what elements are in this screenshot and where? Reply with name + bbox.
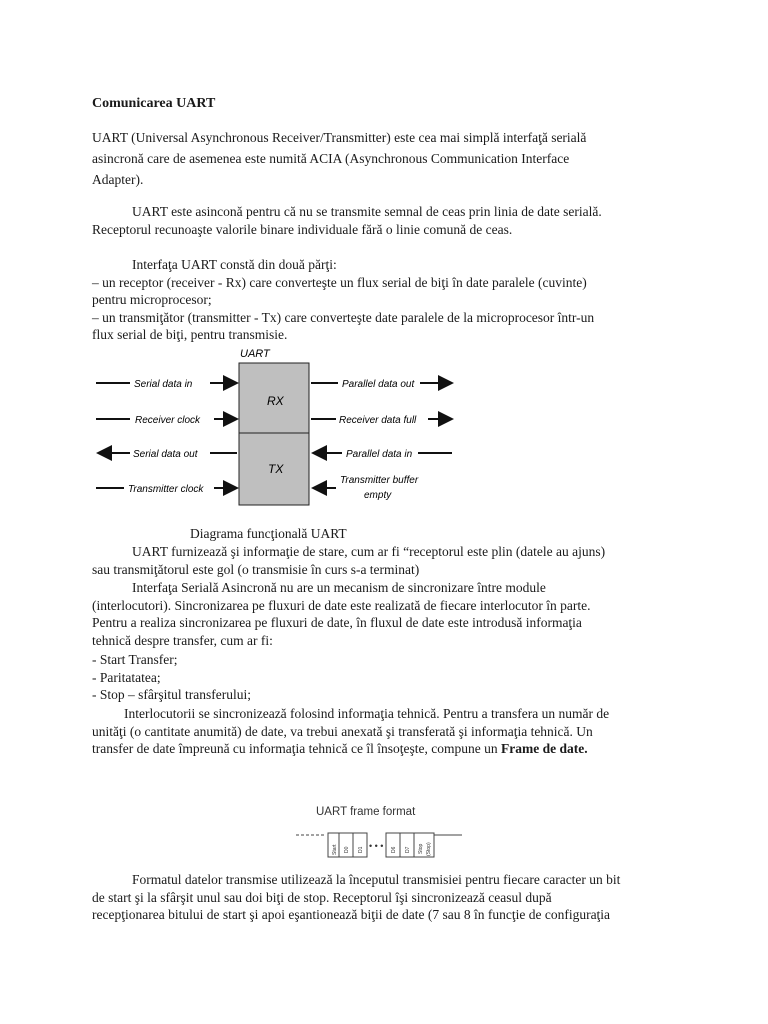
frame-cell-label: Stop <box>418 843 424 854</box>
paragraph-frame <box>92 705 677 758</box>
paragraph-line: flux serial de biţi, pentru transmisie. <box>92 327 288 342</box>
paragraph-line: de start şi la sfârşit unul sau doi biţi de stop. Receptorul îşi sincronizează ceasul după <box>92 889 552 905</box>
frame-figure-title: UART frame format <box>316 806 416 818</box>
list-item: - Paritatatea; <box>92 669 161 685</box>
technical-info-list <box>92 651 392 704</box>
diagram-title: UART <box>240 348 270 360</box>
signal-label-receiver-clock: Receiver clock <box>135 415 201 426</box>
signal-label-parallel-data-out: Parallel data out <box>342 379 415 390</box>
paragraph-line: Receptorul recunoaşte valorile binare individuale fără o linie comună de ceas. <box>92 221 513 237</box>
signal-label-serial-data-out: Serial data out <box>133 449 198 460</box>
frame-cell-label: Start <box>332 844 338 855</box>
paragraph-line: recepţionarea bitului de start şi apoi eşantionează biţii de date (7 sau 8 în funcţie de configuraţia <box>92 907 611 922</box>
uart-frame-format-figure <box>296 801 466 863</box>
signal-label-transmitter-clock: Transmitter clock <box>128 484 204 495</box>
paragraph-text: transfer de date împreună cu informaţia tehnică ce îl însoţeşte, compune un <box>92 741 501 756</box>
paragraph-line: Interlocutorii se sincronizează folosind informaţia tehnică. Pentru a transfera un număr de <box>124 706 610 721</box>
document-title: Comunicarea UART <box>92 96 216 111</box>
paragraph-line: – un receptor (receiver - Rx) care converteşte un flux serial de biţi în date paralele (cuvinte) <box>92 274 587 290</box>
paragraph-line: tehnică despre transfer, cum ar fi: <box>92 632 273 648</box>
paragraph-line: Pentru a realiza sincronizarea pe fluxuri de date, în fluxul de date este introdusă informaţia <box>92 615 582 630</box>
frame-cell-label: (Stop) <box>426 842 432 856</box>
frame-cell-label: D6 <box>391 846 397 853</box>
paragraph-line: – un transmiţător (transmitter - Tx) care converteşte date paralele de la microprocesor într-un <box>92 309 595 325</box>
paragraph-line: Interfaţa Serială Asincronă nu are un mecanism de sincronizare între module <box>132 580 546 595</box>
signal-label-empty: empty <box>364 490 392 501</box>
paragraph-line: sau transmiţătorul este gol (o transmisie în curs s-a terminat) <box>92 561 420 577</box>
paragraph-synchronization <box>92 579 677 649</box>
paragraph-uart-parts <box>92 256 677 344</box>
paragraph-line: UART este asinconă pentru că nu se transmite semnal de ceas prin linia de date serială. <box>132 204 602 219</box>
frame-cell-label: D1 <box>358 846 364 853</box>
diagram-caption: Diagrama funcţională UART <box>190 526 347 541</box>
frame-cell-label: D7 <box>405 846 411 853</box>
paragraph-line: (interlocutori). Sincronizarea pe fluxuri de date este realizată de fiecare interlocutor în parte. <box>92 597 591 613</box>
paragraph-asynchronous <box>92 203 677 238</box>
signal-label-serial-data-in: Serial data in <box>134 379 193 390</box>
paragraph-line: pentru microprocesor; <box>92 292 212 307</box>
rx-label: RX <box>267 394 284 408</box>
intro-line: Adapter). <box>92 172 144 187</box>
tx-label: TX <box>268 462 284 476</box>
paragraph-line: Formatul datelor transmise utilizează la începutul transmisiei pentru fiecare caracter un bit <box>132 872 621 887</box>
intro-line: UART (Universal Asynchronous Receiver/Transmitter) este cea mai simplă interfaţă serială <box>92 130 587 145</box>
frame-cell-label: D0 <box>344 846 350 853</box>
signal-label-receiver-data-full: Receiver data full <box>339 415 417 426</box>
paragraph-line <box>92 740 677 758</box>
intro-paragraph <box>92 127 672 190</box>
uart-block-diagram <box>92 343 467 513</box>
paragraph-line: Interfaţa UART constă din două părţi: <box>132 257 337 272</box>
paragraph-line: unităţi (o cantitate anumită) de date, va trebui anexată şi transferată şi informaţia tehnică. Un <box>92 723 593 739</box>
paragraph-data-format <box>92 871 677 924</box>
signal-label-parallel-data-in: Parallel data in <box>346 449 413 460</box>
intro-line: asincronă care de asemenea este numită ACIA (Asynchronous Communication Interface <box>92 151 570 166</box>
frame-ellipsis: • • • <box>369 841 384 851</box>
list-item: - Start Transfer; <box>92 652 178 667</box>
paragraph-line: UART furnizează şi informaţie de stare, cum ar fi “receptorul este plin (datele au ajuns) <box>132 544 606 559</box>
paragraph-status <box>92 543 677 578</box>
list-item: - Stop – sfârşitul transferului; <box>92 687 251 702</box>
signal-label-transmitter-buffer: Transmitter buffer <box>340 475 419 486</box>
frame-de-date-term: Frame de date. <box>500 741 588 756</box>
